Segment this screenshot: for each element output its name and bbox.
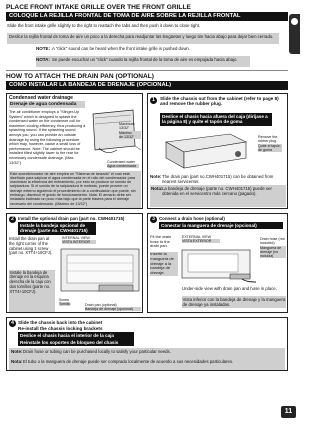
- step4-box: [6, 317, 288, 371]
- max-label-en: Maximum: [119, 122, 135, 126]
- section2-title-es: COMO INSTALAR LA BANDEJA DE DRENAJE (OPCIONAL): [6, 81, 288, 90]
- step3-tail-en: Under-side view with drain pan and hose in place.: [182, 286, 277, 291]
- step2-title-es: Instale la bandeja opcional de drenaje (parte no. CWH401715): [18, 222, 96, 235]
- chassis-illustration: [160, 128, 250, 172]
- external-view-illustration: [180, 244, 258, 284]
- step2-number: 2: [9, 216, 16, 223]
- section1-title-es: COLOQUE LA REJILLA FRONTAL DE TOMA DE AIRE SOBRE LA REJILLA FRONTAL: [6, 12, 288, 21]
- external-view-label: EXTERNAL VIEW: [182, 235, 212, 239]
- max-label-es-1: Máximo: [119, 131, 132, 135]
- step1-box: [147, 93, 288, 209]
- tab-dot-icon: [291, 18, 298, 25]
- step4-note-label-es: Nota:: [11, 359, 23, 364]
- section1-note-label: NOTE:: [36, 46, 50, 51]
- section1-note-en: A "click" sound can be heard when the front intake grille is pushed down.: [52, 46, 191, 51]
- step4-note-es: El tubo o la manguera de drenaje puede ser comprado localmente de acuerdo a sus necesidades particulares.: [23, 359, 234, 364]
- drain-pan-label-es: Bandeja de drenaje (opcional): [85, 307, 141, 311]
- step3-box: [147, 213, 288, 313]
- step3-body-en: Fit the drain hose to the drain pan.: [150, 234, 172, 249]
- drainage-body-en-2: If the splashing sound annoys you, you can provide an outside drainage by using the following procedure which may, however, cause a small loss of performance.: [9, 128, 81, 151]
- step3-body-es: Inserte la manguera de drenaje a la bandeja de drenaje.: [150, 252, 178, 276]
- step4-title-es2: Reinstale los soportes de bloqueo del chasis: [18, 339, 134, 346]
- water-label-es: Agua condensada: [107, 164, 139, 168]
- drain-hose-label: Drain hose (not included): [260, 237, 285, 245]
- step3-number: 3: [150, 216, 157, 223]
- step3-title-en: Connect a drain hose (optional): [159, 216, 225, 221]
- step2-body-en: Install the drain pan at the right corner of the cabinet using 1 screw (part no. XTT4+10CFJ).: [9, 236, 53, 256]
- section1-title: PLACE FRONT INTAKE GRILLE OVER THE FRONT GRILLE: [6, 4, 191, 11]
- step3-tail-es: Vista inferior con la bandeja de drenaje y la manguera de drenaje ya instaladas.: [182, 296, 286, 307]
- drain-pan-label: Drain pan (optional): [85, 303, 117, 307]
- max-label: [119, 122, 143, 130]
- side-tab: [289, 14, 300, 54]
- section2-title: HOW TO ATTACH THE DRAIN PAN (OPTIONAL): [6, 73, 154, 80]
- water-label: Condensed water: [107, 160, 136, 164]
- internal-view-label: INTERNAL VIEW: [62, 236, 90, 240]
- external-view-label-es: VISTA EXTERIOR: [182, 239, 220, 243]
- internal-view-illustration: [59, 245, 143, 297]
- screw-label: Screw: [59, 298, 69, 302]
- step2-box: [6, 213, 143, 313]
- drainage-body-en-1: The air conditioner employs a "Slinger-Up System" which is designed to splash the condensed water on the condenser coil for maximum cooling efficiency, thus producing a splashing sound.: [9, 110, 86, 133]
- drainage-body-es-1: Este acondicionador de aire emplea un "Sistema de lanzado" el cual está diseñado para salpicar el agua condensada en el rollo del condensador para maximizar la eficiencia del enfriamiento, por esto se produce un sonido de salpicadura. Si el sonido de la salpicadura le molesta, puede proveer un drenaje externo siguiendo el procedimiento de a continuación que puede, sin embargo, disminuir el grado de funcionamiento.: [10, 171, 136, 197]
- step4-number: 4: [9, 320, 16, 327]
- drainage-body-es: [9, 171, 141, 208]
- rubber-plug-label-es: Quite el tapón de goma: [258, 144, 281, 152]
- page-number: 11: [281, 406, 296, 418]
- drainage-subtitle-es: Drenaje de agua condensada: [9, 101, 85, 108]
- drain-hose-label-es: Manguera de drenaje (no incluida): [260, 246, 286, 258]
- step4-note-en: Drain hose or tubing can be purchased locally to satisfy your particular needs.: [23, 349, 171, 354]
- section1-body-en: Slide the front intake grille slightly to the right to reattach the tabs and then push it down to close tight.: [7, 23, 200, 28]
- step2-title-en: Install the optional drain pan (part no. CWH401715): [18, 216, 125, 221]
- section1-body-es: Deslice la rejilla frontal de toma de aire un poco a la derecha para readjuntar las lengüetas y luego tire hacia abajo para dejar bien cerrado.: [7, 33, 279, 44]
- step1-number: 1: [150, 97, 157, 104]
- step2-body-es: Instale la bandeja de drenaje en la esquina derecha de la caja con dos tornillos (parte no. XTT4+10CFJ).: [9, 270, 55, 312]
- section1-note-label-es: NOTA:: [36, 57, 50, 62]
- rubber-plug-label: Remove the rubber plug.: [258, 135, 278, 143]
- step1-title-en: Slide the chassis out from the cabinet (refer to page 8) and remove the rubber plug.: [160, 96, 279, 107]
- max-value-en: 13/32": [119, 126, 130, 130]
- drainage-body-en-3: Note: The cabinet should be installed tilted slightly lower to the rear for necessary condensate drainage. (Max. 13/32"): [9, 146, 80, 165]
- section1-note-es: Se puede escuchar un "click" cuando la rejilla frontal de la toma de aire es empujada hacia abajo.: [52, 57, 238, 62]
- drainage-subtitle-en: Condensed water drainage: [9, 95, 73, 101]
- drainage-body-en: [9, 110, 87, 165]
- step3-title-es: Conectar la manguera de drenaje (opcional): [159, 222, 283, 229]
- internal-view-label-es: VISTA INTERIOR: [62, 240, 96, 244]
- step1-note-label: Note:: [150, 174, 162, 179]
- max-label-es: [119, 131, 141, 139]
- step1-note-label-es: Nota:: [151, 186, 163, 191]
- max-value-es: de 13/32": [119, 135, 135, 139]
- step4-title-es: Deslice el chasis hacia el interior de la caja: [18, 332, 134, 339]
- drainage-body-es-2: Nota: El armario debe ser instalado inclinado un poco más bajo que la parte trasera para el drenaje necesario del condensado. (Máximo de 13/32"): [10, 192, 131, 206]
- step4-title-en: Slide the chassis back into the cabinet: [18, 320, 103, 325]
- screw-label-es: Tornillo: [59, 302, 71, 306]
- step1-note-en: The drain pan (part no.CWH401715) can be obtained from nearest servicenter.: [162, 174, 274, 184]
- drainage-info-box: [6, 93, 143, 209]
- step4-title-en2: Re-install the chassis locking brackets: [18, 326, 103, 331]
- step1-title-es: Deslice el chasis hacia afuera del caja (diríjase a la página 8) y quite el tapón de goma: [160, 113, 272, 126]
- step4-note-label: Note:: [11, 349, 23, 354]
- step1-note-es: La bandeja de drenaje (parte no. CWH401715) puede ser obtenida en el servicentro más cercano (pagado).: [162, 186, 272, 196]
